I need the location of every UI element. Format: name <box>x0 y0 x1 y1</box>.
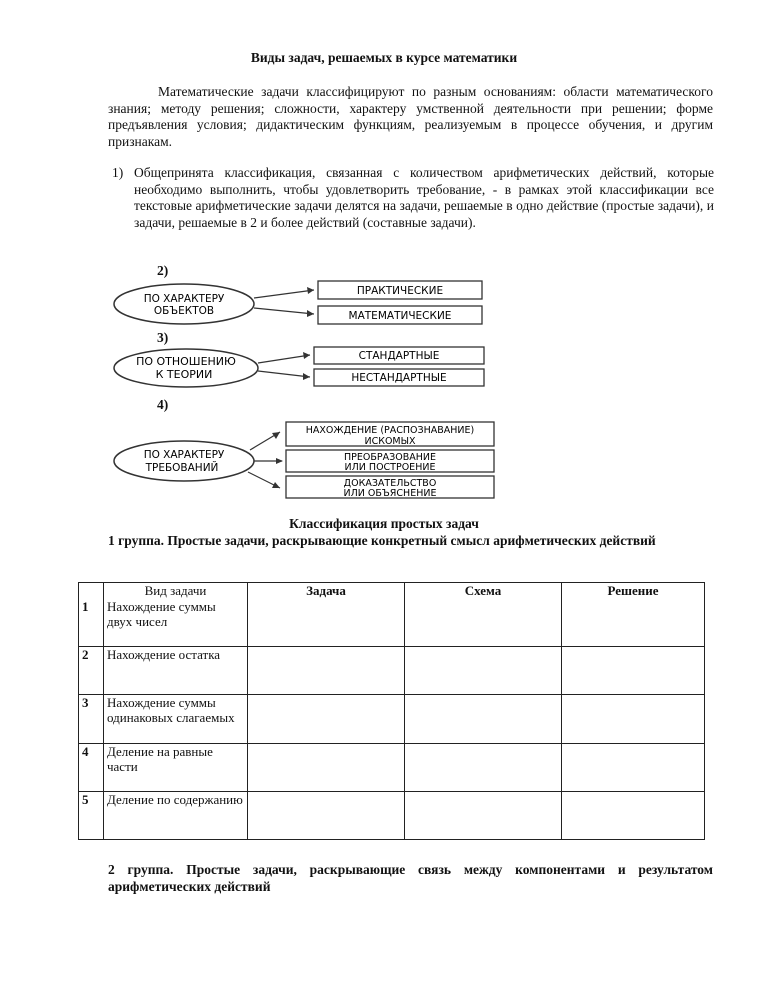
table-cell <box>248 583 405 647</box>
row-number: 2 <box>79 647 104 695</box>
arrow-head <box>307 310 314 317</box>
arrow-line <box>258 355 310 363</box>
arrow-head <box>303 352 310 359</box>
table-cell <box>562 695 705 744</box>
diagram-root-line-1: ПО ХАРАКТЕРУ <box>143 449 225 461</box>
classification-title: Классификация простых задач <box>289 516 479 531</box>
row-type: Деление по содержанию <box>104 792 248 840</box>
branch-text: ПРЕОБРАЗОВАНИЕ <box>344 452 436 463</box>
diagram-label-4: 4) <box>157 397 169 412</box>
table-cell <box>248 647 405 695</box>
list-item-number: 1) <box>112 165 124 180</box>
table-cell <box>405 744 562 792</box>
branch-text: ИЛИ ОБЪЯСНЕНИЕ <box>343 488 437 499</box>
arrow-head <box>307 287 314 294</box>
branch-text: ДОКАЗАТЕЛЬСТВО <box>343 478 437 489</box>
header-solution: Решение <box>607 583 659 598</box>
table-row <box>79 744 705 792</box>
table-row <box>79 695 705 744</box>
table-cell <box>405 695 562 744</box>
diagram-root-line-1: ПО ХАРАКТЕРУ <box>143 293 225 305</box>
classification-table <box>78 582 705 840</box>
table-cell <box>405 792 562 840</box>
group-2-heading: 2 группа. Простые задачи, раскрывающие связь между компонентами и результатом арифметических действий <box>108 862 713 894</box>
row-number: 3 <box>79 695 104 744</box>
intro-paragraph <box>108 84 713 150</box>
header-scheme: Схема <box>464 583 502 598</box>
table-cell <box>562 792 705 840</box>
row-type: Нахождение остатка <box>104 647 248 695</box>
diagram-root-line-2: ТРЕБОВАНИЙ <box>145 462 219 474</box>
diagram-by-requirements <box>108 418 498 500</box>
table-cell <box>562 583 705 647</box>
row-number: 5 <box>79 792 104 840</box>
table-row <box>79 647 705 695</box>
row-number: 4 <box>79 744 104 792</box>
arrow-head <box>303 373 310 380</box>
branch-text: ИСКОМЫХ <box>364 436 416 447</box>
group-1-heading: 1 группа. Простые задачи, раскрывающие конкретный смысл арифметических действий <box>108 533 656 548</box>
row-type: Нахождение суммы одинаковых слагаемых <box>104 695 248 744</box>
table-cell <box>405 647 562 695</box>
arrow-line <box>254 290 314 298</box>
diagram-root-line-2: ОБЪЕКТОВ <box>153 305 215 317</box>
document-title: Виды задач, решаемых в курсе математики <box>250 50 518 65</box>
row-number: 1 <box>82 599 89 614</box>
branch-text: НАХОЖДЕНИЕ (РАСПОЗНАВАНИЕ) <box>305 425 475 436</box>
diagram-label-2: 2) <box>157 263 169 278</box>
branch-text: ИЛИ ПОСТРОЕНИЕ <box>344 462 436 473</box>
diagram-root-line-1: ПО ОТНОШЕНИЮ <box>136 355 236 368</box>
branch-text: МАТЕМАТИЧЕСКИЕ <box>348 310 452 322</box>
diagram-root-line-2: К ТЕОРИИ <box>155 368 213 381</box>
arrow-head <box>276 458 283 464</box>
row-type: Деление на равные части <box>104 744 248 792</box>
row-type: Нахождение суммы двух чисел <box>104 599 248 647</box>
diagram-label-3: 3) <box>157 330 169 345</box>
diagram-root-ellipse <box>114 441 254 481</box>
list-item-1 <box>112 165 714 231</box>
header-task: Задача <box>306 583 346 598</box>
diagram-by-objects <box>108 276 488 334</box>
header-type: Вид задачи <box>104 583 248 599</box>
table-cell <box>562 744 705 792</box>
diagram-by-theory <box>106 343 490 393</box>
table-cell <box>248 695 405 744</box>
branch-text: НЕСТАНДАРТНЫЕ <box>351 372 447 384</box>
table-cell <box>79 583 104 647</box>
arrow-line <box>258 371 310 377</box>
table-cell <box>405 583 562 647</box>
branch-text: ПРАКТИЧЕСКИЕ <box>356 285 444 297</box>
branch-text: СТАНДАРТНЫЕ <box>358 350 440 362</box>
arrow-line <box>254 308 314 314</box>
table-cell <box>562 647 705 695</box>
list-item-text: Общепринята классификация, связанная с количеством арифметических действий, которые необходимо выполнить, чтобы удовлетворить требование, - в рамках этой классификации все текстовые арифметические задачи делятся на задачи, решаемые в одно действие (простые задачи), и задачи, решаемые в 2 и более действий (составные задачи). <box>134 165 714 230</box>
table-row <box>79 792 705 840</box>
table-cell <box>248 792 405 840</box>
table-cell <box>248 744 405 792</box>
table-row <box>79 583 705 599</box>
intro-text: Математические задачи классифицируют по разным основаниям: области математического знания; методу решения; сложности, характеру умственной деятельности при решении; форме предъявления условия; дидактическим функциям, реализуемым в процессе обучения, и другим признакам. <box>108 84 713 149</box>
